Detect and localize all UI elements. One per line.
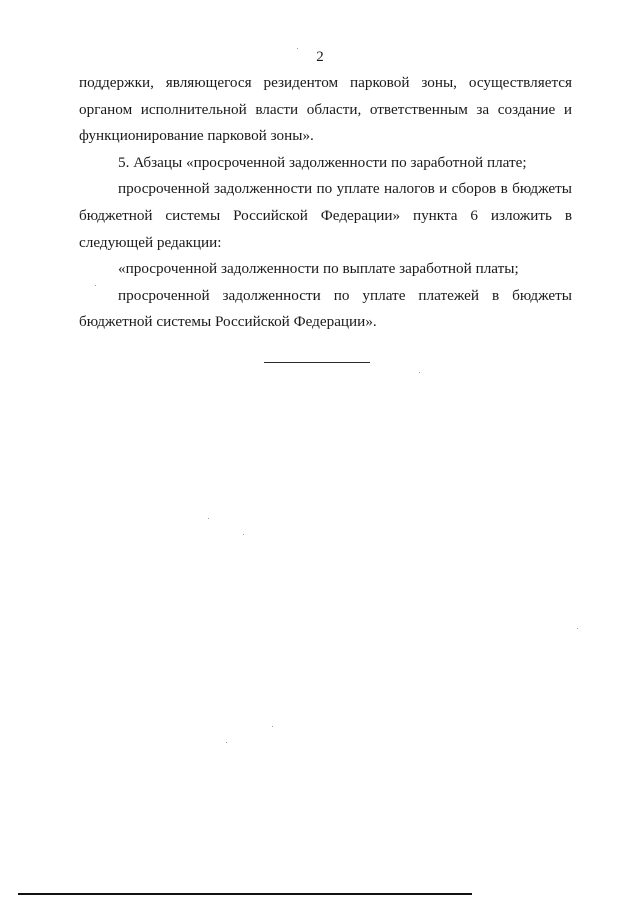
scan-speck [577,628,578,629]
document-body [79,70,572,336]
scan-speck [297,48,298,49]
paragraph-continuation: поддержки, являющегося резидентом парковой зоны, осуществляется органом исполнительной власти области, ответственным за создание и функционирование парковой зоны». [79,74,572,145]
scan-speck [226,742,227,743]
paragraph-new-wording-payments: просроченной задолженности по уплате платежей в бюджеты бюджетной системы Российской Федерации». [79,286,572,331]
scan-speck [419,372,420,373]
scan-speck [243,534,244,535]
paragraph-item-5: 5. Абзацы «просроченной задолженности по заработной плате; [118,153,527,171]
paragraph-new-wording-salary: «просроченной задолженности по выплате заработной платы; [118,260,519,278]
bottom-scan-edge-line [18,893,472,895]
paragraph-taxes-quote: просроченной задолженности по уплате налогов и сборов в бюджеты бюджетной системы Российской Федерации» пункта 6 изложить в следующей редакции: [79,180,572,251]
page-number: 2 [316,49,324,65]
scan-speck [208,518,209,519]
end-separator-line [264,362,370,363]
scan-speck [272,726,273,727]
scan-speck [95,285,96,286]
